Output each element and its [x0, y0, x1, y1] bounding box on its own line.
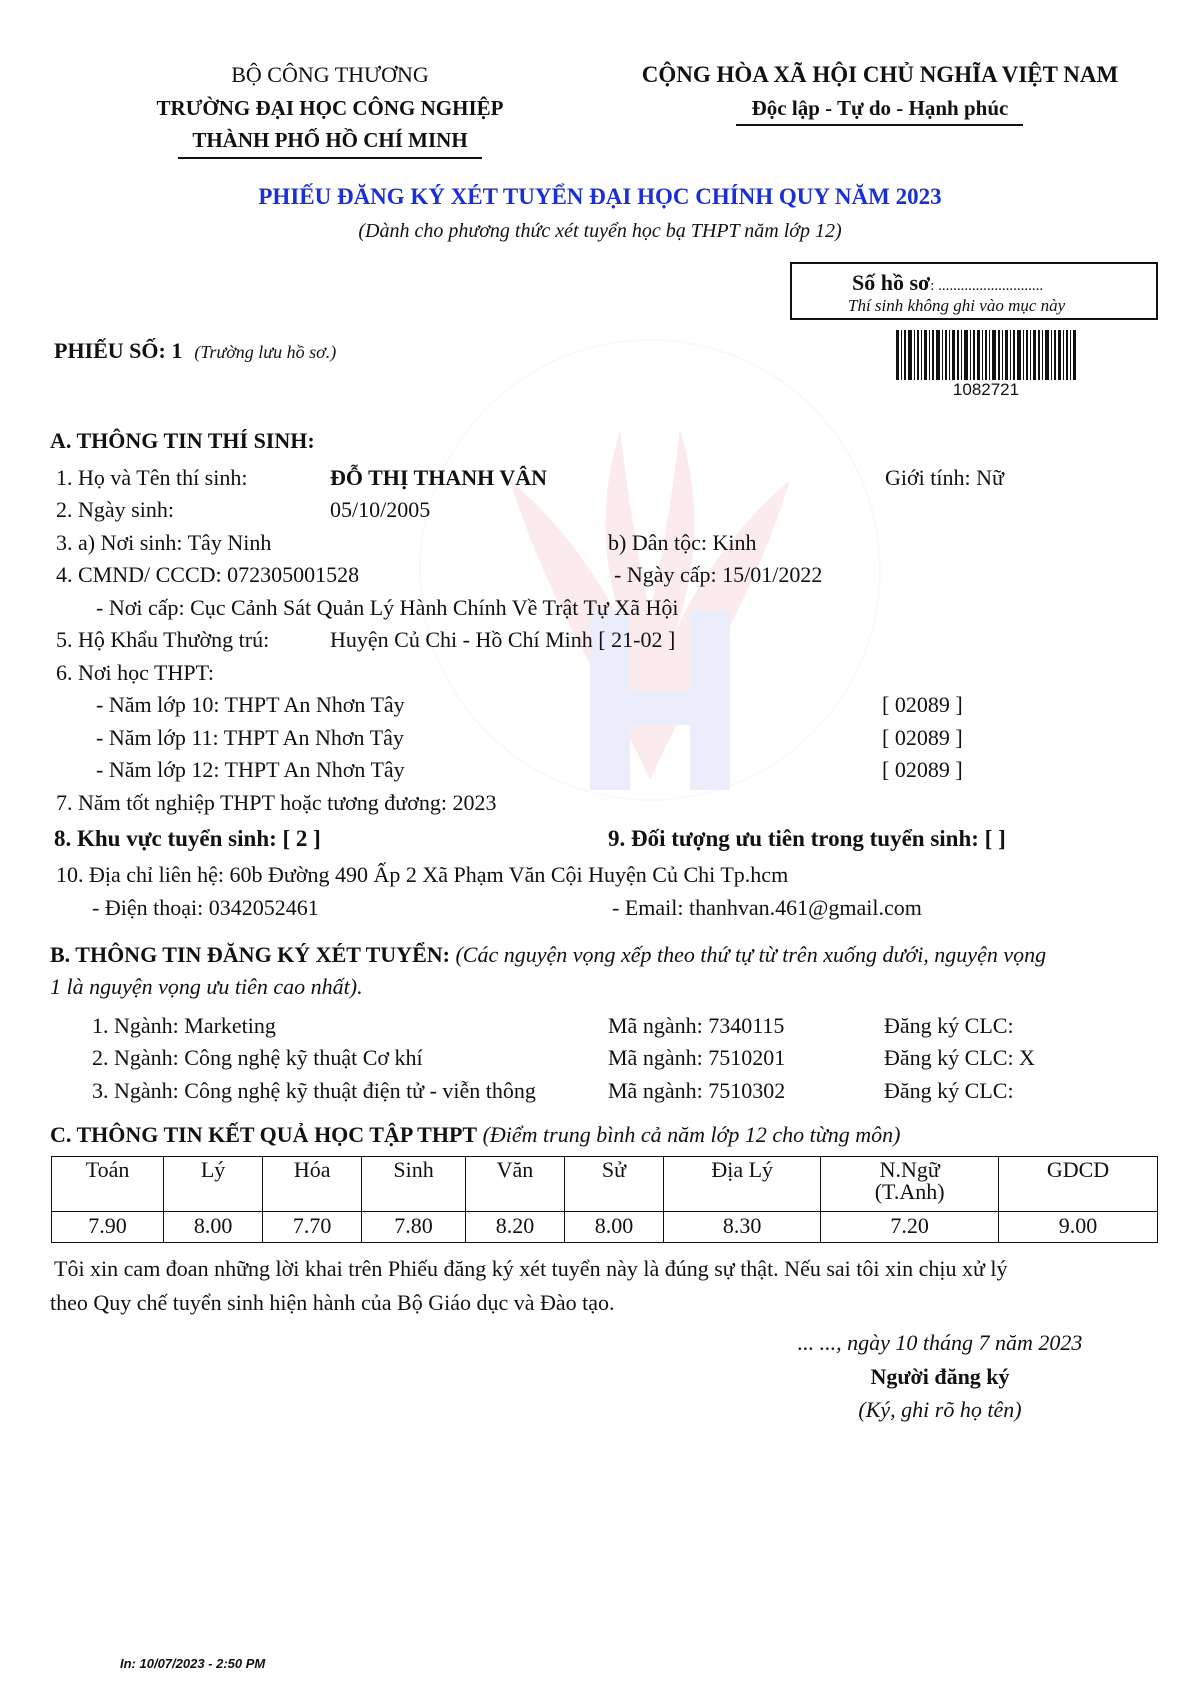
form-number-note: (Trường lưu hồ sơ.)	[194, 342, 337, 362]
section-b-heading: B. THÔNG TIN ĐĂNG KÝ XÉT TUYỂN:	[50, 942, 450, 967]
scores-header-row	[52, 1157, 1158, 1212]
subject-cell-language	[821, 1157, 999, 1212]
name-label: 1. Họ và Tên thí sinh:	[56, 465, 248, 490]
subject-cell: Hóa	[263, 1157, 362, 1212]
header-right-underline	[736, 124, 1023, 126]
subject-cell: GDCD	[999, 1157, 1158, 1212]
subject-cell: Lý	[164, 1157, 263, 1212]
subject-cell: Sử	[564, 1157, 663, 1212]
national-motto: Độc lập - Tự do - Hạnh phúc	[751, 96, 1009, 120]
subject-language-name: N.Ngữ	[879, 1157, 940, 1182]
signature-date: ... ..., ngày 10 tháng 7 năm 2023	[797, 1330, 1083, 1355]
section-c-heading-line	[50, 1122, 900, 1148]
school-grade-10: - Năm lớp 10: THPT An Nhơn Tây	[96, 692, 405, 717]
ethnicity: b) Dân tộc: Kinh	[608, 530, 757, 555]
section-b-heading-line	[50, 942, 1046, 968]
priority-group: 9. Đối tượng ưu tiên trong tuyển sinh: [ ]	[608, 826, 1006, 851]
section-c-note: (Điểm trung bình cả năm lớp 12 cho từng môn)	[482, 1122, 901, 1147]
choice-1-code: Mã ngành: 7340115	[608, 1013, 785, 1038]
choice-1-clc: Đăng ký CLC:	[884, 1013, 1014, 1038]
score-cell: 8.00	[564, 1212, 663, 1243]
score-cell: 7.70	[263, 1212, 362, 1243]
signature-note: (Ký, ghi rõ họ tên)	[858, 1397, 1022, 1422]
file-number-label: Số hồ sơ	[852, 270, 931, 295]
dob-label: 2. Ngày sinh:	[56, 497, 174, 522]
subject-cell: Sinh	[362, 1157, 466, 1212]
school-grade-10-code: [ 02089 ]	[882, 692, 963, 717]
dob-value: 05/10/2005	[330, 497, 431, 522]
school-grade-12: - Năm lớp 12: THPT An Nhơn Tây	[96, 757, 405, 782]
subject-cell: Địa Lý	[664, 1157, 821, 1212]
score-cell: 7.80	[362, 1212, 466, 1243]
birthplace: 3. a) Nơi sinh: Tây Ninh	[56, 530, 272, 555]
subject-cell: Văn	[465, 1157, 564, 1212]
scores-value-row	[52, 1212, 1158, 1243]
id-issue-date: - Ngày cấp: 15/01/2022	[614, 562, 823, 587]
form-title: PHIẾU ĐĂNG KÝ XÉT TUYỂN ĐẠI HỌC CHÍNH QUY NĂM 2023	[258, 184, 942, 209]
section-a-heading: A. THÔNG TIN THÍ SINH:	[50, 428, 315, 453]
file-number-box	[790, 262, 1158, 320]
choice-2-code: Mã ngành: 7510201	[608, 1045, 786, 1070]
school-grade-11: - Năm lớp 11: THPT An Nhơn Tây	[96, 725, 404, 750]
choice-2-major: 2. Ngành: Công nghệ kỹ thuật Cơ khí	[92, 1045, 423, 1070]
declaration-line-1: Tôi xin cam đoan những lời khai trên Phiếu đăng ký xét tuyển này là đúng sự thật. Nếu sai tôi xin chịu xử lý	[54, 1256, 1008, 1281]
choice-1-major: 1. Ngành: Marketing	[92, 1013, 276, 1038]
signature-title: Người đăng ký	[870, 1364, 1010, 1389]
score-cell: 8.20	[465, 1212, 564, 1243]
section-b-note-1: (Các nguyện vọng xếp theo thứ tự từ trên xuống dưới, nguyện vọng	[455, 942, 1047, 967]
declaration-line-2: theo Quy chế tuyển sinh hiện hành của Bộ Giáo dục và Đào tạo.	[50, 1290, 615, 1315]
country-name: CỘNG HÒA XÃ HỘI CHỦ NGHĨA VIỆT NAM	[641, 62, 1119, 87]
id-number: 4. CMND/ CCCD: 072305001528	[56, 562, 360, 587]
file-number-note: Thí sinh không ghi vào mục này	[848, 296, 1066, 315]
choice-2-clc: Đăng ký CLC: X	[884, 1045, 1035, 1070]
phone: - Điện thoại: 0342052461	[92, 895, 319, 920]
score-cell: 8.30	[664, 1212, 821, 1243]
school-name-line2: THÀNH PHỐ HỒ CHÍ MINH	[192, 128, 468, 152]
score-cell: 9.00	[999, 1212, 1158, 1243]
section-b-note-2: 1 là nguyện vọng ưu tiên cao nhất).	[50, 974, 363, 999]
residence-label: 5. Hộ Khẩu Thường trú:	[56, 627, 270, 652]
header-left-underline	[178, 157, 482, 159]
form-number	[54, 338, 336, 364]
score-cell: 7.20	[821, 1212, 999, 1243]
barcode	[896, 330, 1076, 380]
barcode-number: 1082721	[952, 380, 1020, 399]
print-timestamp: In: 10/07/2023 - 2:50 PM	[120, 1656, 266, 1671]
form-subtitle: (Dành cho phương thức xét tuyển học bạ THPT năm lớp 12)	[358, 220, 842, 242]
file-number-dots: : ............................	[930, 278, 1044, 294]
email: - Email: thanhvan.461@gmail.com	[612, 895, 922, 920]
gender: Giới tính: Nữ	[885, 465, 1004, 490]
school-grade-12-code: [ 02089 ]	[882, 757, 963, 782]
school-label: 6. Nơi học THPT:	[56, 660, 215, 685]
candidate-name: ĐỖ THỊ THANH VÂN	[330, 465, 547, 490]
subject-cell: Toán	[52, 1157, 164, 1212]
form-number-label: PHIẾU SỐ: 1	[54, 338, 183, 363]
score-cell: 8.00	[164, 1212, 263, 1243]
graduation-year: 7. Năm tốt nghiệp THPT hoặc tương đương: 2023	[56, 790, 497, 815]
choice-3-clc: Đăng ký CLC:	[884, 1078, 1014, 1103]
contact-address: 10. Địa chỉ liên hệ: 60b Đường 490 Ấp 2 Xã Phạm Văn Cội Huyện Củ Chi Tp.hcm	[56, 862, 789, 887]
section-c-heading: C. THÔNG TIN KẾT QUẢ HỌC TẬP THPT	[50, 1122, 478, 1147]
school-grade-11-code: [ 02089 ]	[882, 725, 963, 750]
score-cell: 7.90	[52, 1212, 164, 1243]
admission-region: 8. Khu vực tuyển sinh: [ 2 ]	[54, 826, 321, 851]
scores-table	[51, 1156, 1158, 1243]
school-name-line1: TRƯỜNG ĐẠI HỌC CÔNG NGHIỆP	[156, 96, 504, 120]
choice-3-major: 3. Ngành: Công nghệ kỹ thuật điện tử - viễn thông	[92, 1078, 536, 1103]
subject-language-sub: (T.Anh)	[874, 1179, 945, 1204]
residence-value: Huyện Củ Chi - Hồ Chí Minh [ 21-02 ]	[330, 627, 676, 652]
id-issue-place: - Nơi cấp: Cục Cảnh Sát Quản Lý Hành Chính Về Trật Tự Xã Hội	[96, 595, 679, 620]
choice-3-code: Mã ngành: 7510302	[608, 1078, 786, 1103]
barcode-bars	[896, 330, 1076, 380]
ministry-name: BỘ CÔNG THƯƠNG	[231, 62, 429, 87]
